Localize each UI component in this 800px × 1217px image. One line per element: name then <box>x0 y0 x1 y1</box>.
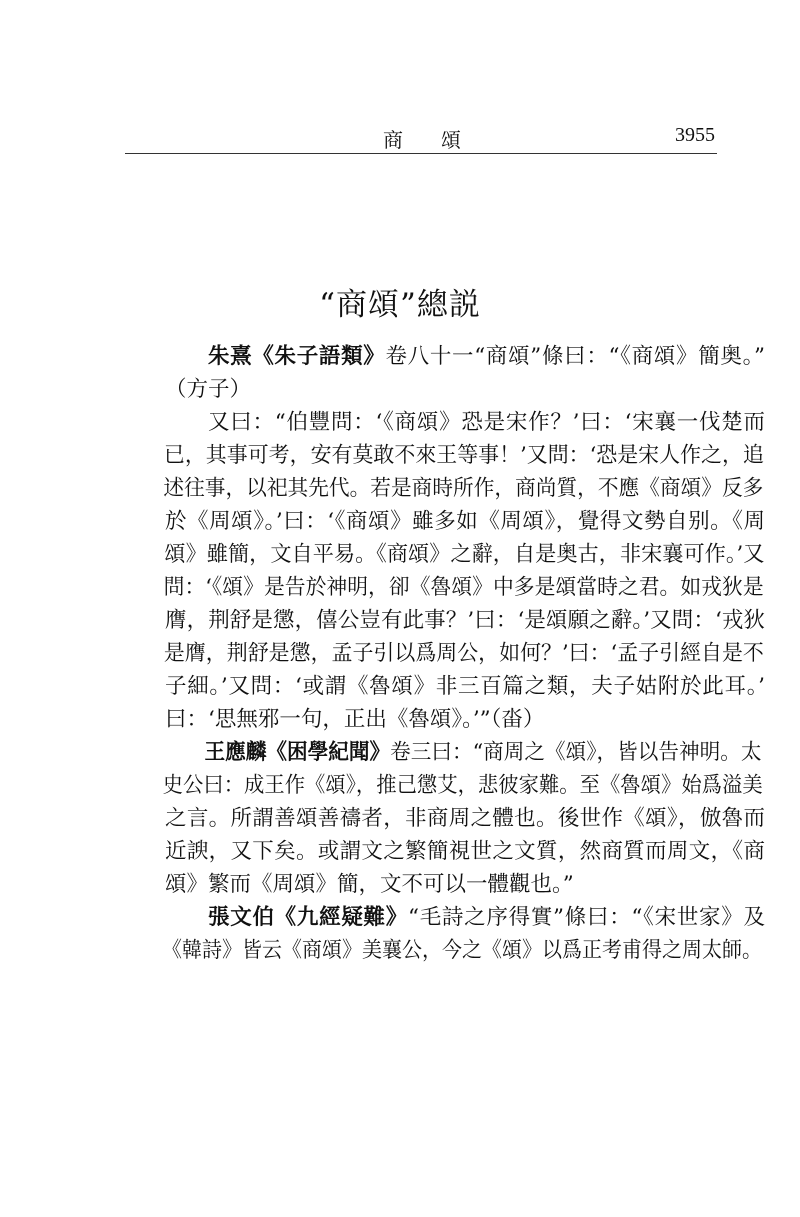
line-text: 已，其事可考，安有莫敢不來王等事！’又問：‘恐是宋人作之，追 <box>163 443 764 468</box>
line-text: 膺，荆舒是懲，僖公豈有此事？’曰：‘是頌願之辭。’又問：‘戎狄 <box>165 608 766 633</box>
text-line <box>122 802 766 835</box>
line-text: 頌》繁而《周頌》簡，文不可以一體觀也。” <box>165 872 574 897</box>
header-rule <box>125 153 717 154</box>
text-line <box>122 340 766 373</box>
text-line <box>122 901 766 934</box>
paragraph <box>122 406 766 736</box>
line-text: 史公曰：成王作《頌》，推己懲艾，悲彼家難。至《魯頌》始爲溢美 <box>162 773 763 798</box>
text-line <box>122 406 766 439</box>
line-text: 於《周頌》。’曰：‘《商頌》雖多如《周頌》，覺得文勢自别。《周 <box>165 509 766 534</box>
text-line <box>122 934 762 967</box>
source-citation: 朱熹《朱子語類》 <box>208 344 386 369</box>
text-line <box>122 703 722 736</box>
line-text: 是膺，荆舒是懲，孟子引以爲周公，如何？’曰：‘孟子引經自是不 <box>163 641 764 666</box>
text-line <box>122 670 766 703</box>
text-line <box>122 637 764 670</box>
line-text: （方子） <box>165 377 252 402</box>
running-header <box>125 120 715 150</box>
line-text: 近諛，又下矣。或謂文之繁簡視世之文質，然商質而周文，《商 <box>165 839 766 864</box>
text-line <box>122 505 766 538</box>
body-text <box>122 340 766 967</box>
text-line <box>122 472 764 505</box>
line-text: 卷三曰：“商周之《頌》，皆以告神明。太 <box>390 740 762 765</box>
source-citation: 王應麟《困學紀聞》 <box>204 740 391 765</box>
text-line <box>122 538 765 571</box>
text-line <box>122 835 766 868</box>
page-number: 3955 <box>675 124 715 146</box>
line-text: 《韓詩》皆云《商頌》美襄公，今之《頌》以爲正考甫得之周太師。 <box>161 938 762 963</box>
text-line <box>122 769 763 802</box>
line-text: 問：‘《頌》是告於神明，卻《魯頌》中多是頌當時之君。如戎狄是 <box>163 575 764 600</box>
line-text: 曰：‘思無邪一句，正出《魯頌》。’”（畓） <box>165 707 545 732</box>
paragraph <box>122 736 766 901</box>
section-heading: “商頌”總説 <box>319 287 481 323</box>
source-citation: 張文伯《九經疑難》 <box>208 905 408 930</box>
line-text: 又曰：“伯豐問：‘《商頌》恐是宋作？’曰：‘宋襄一伐楚而 <box>208 410 766 435</box>
running-title: 商頌 <box>383 128 499 152</box>
text-line <box>122 439 764 472</box>
line-text: 頌》雖簡，文自平易。《商頌》之辭，自是奥古，非宋襄可作。’又 <box>164 542 765 567</box>
text-line <box>122 736 762 769</box>
text-line <box>122 604 766 637</box>
text-line <box>122 868 722 901</box>
line-text: 之言。所謂善頌善禱者，非商周之體也。後世作《頌》，倣魯而 <box>165 806 766 831</box>
line-text: 述往事，以祀其先代。若是商時所作，商尚質，不應《商頌》反多 <box>163 476 764 501</box>
line-text: “毛詩之序得實”條曰：“《宋世家》及 <box>408 905 766 930</box>
text-line <box>122 373 722 406</box>
text-line <box>122 571 764 604</box>
line-text: 子細。’又問：‘或謂《魯頌》非三百篇之類，夫子姑附於此耳。’ <box>165 674 766 699</box>
line-text: 卷八十一“商頌”條曰：“《商頌》簡奥。” <box>385 344 766 369</box>
paragraph <box>122 901 766 967</box>
paragraph <box>122 340 766 406</box>
